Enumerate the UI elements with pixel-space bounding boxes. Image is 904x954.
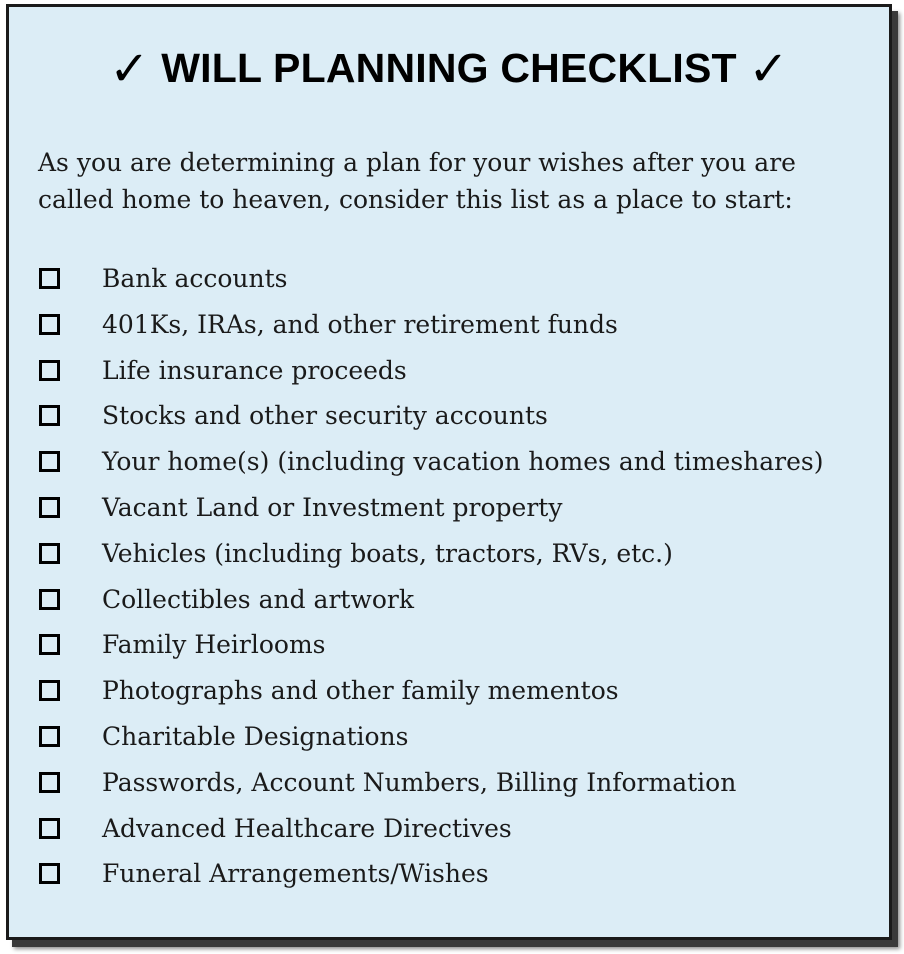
checkbox-icon[interactable] xyxy=(39,726,60,747)
checklist-item xyxy=(39,307,889,353)
checkbox-icon[interactable] xyxy=(39,497,60,518)
checklist-item xyxy=(39,398,889,444)
checkbox-icon[interactable] xyxy=(39,634,60,655)
checkbox-icon[interactable] xyxy=(39,818,60,839)
checklist-item xyxy=(39,536,889,582)
intro-paragraph xyxy=(38,144,878,218)
title-text: WILL PLANNING CHECKLIST xyxy=(161,45,737,91)
checklist-item xyxy=(39,673,889,719)
checklist-item xyxy=(39,765,889,811)
checklist-item-label: Stocks and other security accounts xyxy=(102,401,548,431)
checkbox-icon[interactable] xyxy=(39,543,60,564)
checklist-item xyxy=(39,490,889,536)
checklist-item-label: Vehicles (including boats, tractors, RVs, etc.) xyxy=(102,538,673,568)
checklist-item xyxy=(39,856,889,902)
checklist-item-label: 401Ks, IRAs, and other retirement funds xyxy=(102,309,618,339)
checklist-item-label: Your home(s) (including vacation homes and timeshares) xyxy=(102,447,824,477)
checkbox-icon[interactable] xyxy=(39,268,60,289)
checklist-item xyxy=(39,627,889,673)
intro-line-2: called home to heaven, consider this list as a place to start: xyxy=(38,185,793,214)
checklist-item-label: Passwords, Account Numbers, Billing Information xyxy=(102,767,737,797)
checkbox-icon[interactable] xyxy=(39,589,60,610)
checkmark-icon-left: ✓ xyxy=(109,41,150,97)
checklist-item-label: Collectibles and artwork xyxy=(102,584,414,614)
checklist-item-label: Photographs and other family mementos xyxy=(102,676,619,706)
checkbox-icon[interactable] xyxy=(39,680,60,701)
checklist-item xyxy=(39,811,889,857)
checkbox-icon[interactable] xyxy=(39,360,60,381)
page-title xyxy=(9,41,889,97)
checkbox-icon[interactable] xyxy=(39,451,60,472)
checkmark-icon-right: ✓ xyxy=(748,41,789,97)
checklist-item-label: Life insurance proceeds xyxy=(102,355,407,385)
checklist-item-label: Charitable Designations xyxy=(102,721,409,751)
checklist-item-label: Vacant Land or Investment property xyxy=(102,492,563,522)
checklist-card xyxy=(6,4,892,940)
checklist-item-label: Funeral Arrangements/Wishes xyxy=(102,859,489,889)
checklist-item xyxy=(39,444,889,490)
checkbox-icon[interactable] xyxy=(39,772,60,793)
checklist-item-label: Family Heirlooms xyxy=(102,630,326,660)
checkbox-icon[interactable] xyxy=(39,314,60,335)
checkbox-icon[interactable] xyxy=(39,863,60,884)
checklist-item xyxy=(39,719,889,765)
checklist xyxy=(39,261,889,902)
intro-line-1: As you are determining a plan for your wishes after you are xyxy=(38,148,796,177)
checklist-item-label: Bank accounts xyxy=(102,264,288,293)
checklist-item xyxy=(39,261,889,307)
checkbox-icon[interactable] xyxy=(39,405,60,426)
checklist-item-label: Advanced Healthcare Directives xyxy=(102,813,512,843)
checklist-item xyxy=(39,582,889,628)
checklist-item xyxy=(39,353,889,399)
